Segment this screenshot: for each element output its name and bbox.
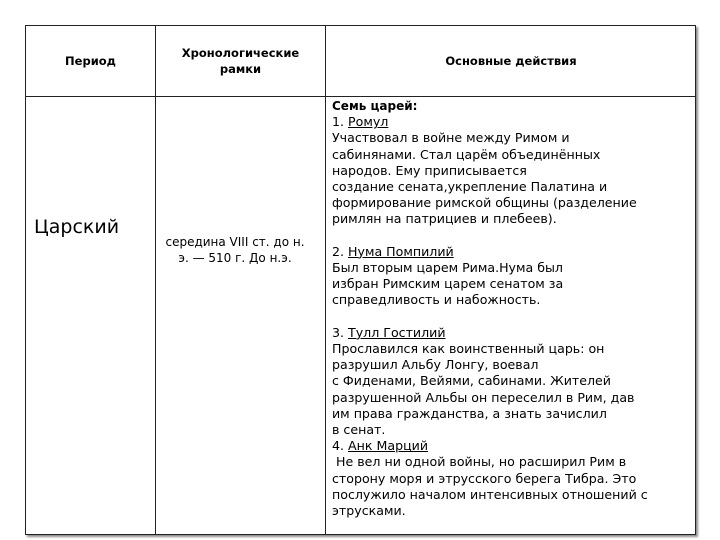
king-text-line: римлян на патрициев и плебеев).: [332, 211, 557, 227]
king-text-line: Прославился как воинственный царь: он: [332, 341, 605, 357]
king-heading: [332, 325, 692, 341]
king-text-line: сабинянами. Стал царём объединённых: [332, 146, 601, 162]
column-divider: [155, 26, 156, 534]
king-text-line: Участвовал в войне между Римом и: [332, 130, 570, 146]
king-name-link[interactable]: Тулл Гостилий: [348, 324, 446, 340]
king-name-link[interactable]: Нума Помпилий: [348, 243, 454, 259]
period-cell: Царский: [34, 216, 120, 238]
king-text-line: создание сената,укрепление Палатина и: [332, 179, 608, 195]
spacer: [332, 309, 692, 325]
king-number: 2.: [332, 243, 349, 259]
king-number: 4.: [332, 438, 349, 454]
king-heading: [332, 438, 692, 454]
history-table: [25, 25, 696, 535]
spacer: [332, 228, 692, 244]
actions-title: Семь царей:: [332, 99, 418, 113]
column-divider: [325, 26, 326, 534]
king-text-line: с Фиденами, Вейями, сабинами. Жителей: [332, 373, 611, 389]
header-period: Период: [65, 54, 116, 68]
king-text-line: им права гражданства, а знать зачислил: [332, 405, 607, 421]
king-text-line: разрушенной Альбы он переселил в Рим, дав: [332, 389, 635, 405]
king-name-link[interactable]: Анк Марций: [348, 438, 429, 454]
header-divider: [26, 96, 695, 97]
king-text-line: разрушил Альбу Лонгу, воевал: [332, 357, 539, 373]
actions-cell: [332, 98, 692, 519]
king-text-line: Был вторым царем Рима.Нума был: [332, 260, 563, 276]
king-text-line: этрусками.: [332, 503, 406, 519]
king-heading: [332, 114, 692, 130]
king-number: 1.: [332, 114, 349, 130]
header-chronology: Хронологические рамки: [181, 46, 300, 76]
header-actions: Основные действия: [445, 54, 577, 68]
king-text-line: народов. Ему приписывается: [332, 162, 527, 178]
king-heading: [332, 244, 692, 260]
chronology-cell: середина VIII ст. до н. э. — 510 г. До н.э.: [165, 235, 305, 265]
king-text-line: справедливость и набожность.: [332, 292, 541, 308]
king-name-link[interactable]: Ромул: [348, 114, 389, 130]
king-text-line: избран Римским царем сенатом за: [332, 276, 564, 292]
king-text-line: Не вел ни одной войны, но расширил Рим в: [332, 454, 627, 470]
king-text-line: сторону моря и этрусского берега Тибра. Это: [332, 470, 637, 486]
king-text-line: послужило началом интенсивных отношений с: [332, 486, 648, 502]
king-number: 3.: [332, 324, 349, 340]
king-text-line: в сенат.: [332, 422, 386, 438]
king-text-line: формирование римской общины (разделение: [332, 195, 637, 211]
